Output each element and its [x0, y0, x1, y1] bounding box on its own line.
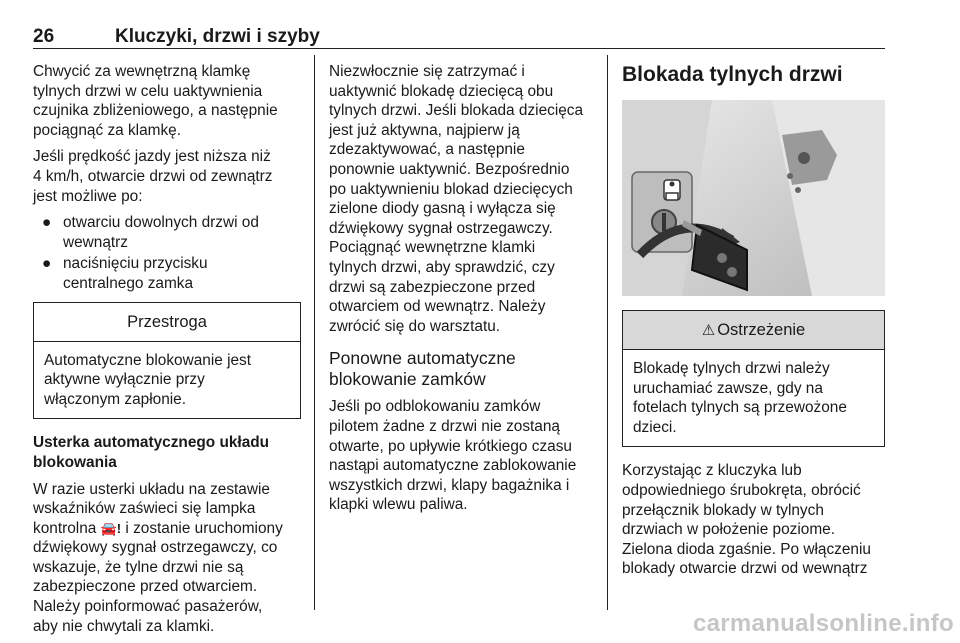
paragraph: Jeśli prędkość jazdy jest niższa niż 4 km/h, otwarcie drzwi od zewnątrz jest możliwe po:	[33, 148, 273, 205]
caution-text: Automatyczne blokowanie jest aktywne wyłącznie przy włączonym zapłonie.	[44, 351, 252, 408]
paragraph: Jeśli po odblokowaniu zamków pilotem żadne z drzwi nie zostaną otwarte, po upływie krótkiego czasu nastąpi automatyczne zablokowanie wszystkich drzwi, klapy bagażnika i klapki wlewu paliwa.	[329, 398, 577, 514]
column-1	[33, 62, 301, 643]
list-item: ● otwarciu dowolnych drzwi od wewnątrz	[42, 214, 259, 251]
door-open-indicator-icon: 🚘!	[100, 520, 122, 536]
child-lock-icon	[664, 180, 680, 200]
paragraph: Korzystając z kluczyka lub odpowiedniego śrubokręta, obrócić przełącznik blokady w tylnych drzwiach w położenie poziome. Zielona dioda zgaśnie. Po włączeniu blokady otwarcie drzwi od wewnątrz	[622, 462, 871, 578]
warning-icon: ⚠	[701, 322, 716, 339]
page-title: Kluczyki, drzwi i szyby	[115, 26, 320, 47]
warning-text: Blokadę tylnych drzwi należy uruchamiać zawsze, gdy na fotelach tylnych są przewożone dzieci.	[633, 360, 847, 436]
column-divider-2	[607, 55, 608, 610]
bullet-icon: ●	[42, 255, 52, 273]
section-heading: Ponowne automatyczne blokowanie zamków	[329, 348, 516, 390]
paragraph: Chwycić za wewnętrzną klamkę tylnych drzwi w celu uaktywnienia czujnika zbliżeniowego, a następnie pociągnąć za klamkę.	[33, 63, 278, 139]
bullet-list	[33, 213, 301, 293]
warning-title: ⚠ Ostrzeżenie	[623, 311, 884, 350]
watermark: carmanualsonline.info	[692, 610, 954, 637]
list-item: ● naciśnięciu przycisku centralnego zamka	[42, 255, 208, 292]
caution-box	[33, 302, 301, 420]
caution-title: Przestroga	[34, 303, 300, 342]
warning-box	[622, 310, 885, 447]
column-3	[622, 62, 885, 586]
column-divider-1	[314, 55, 315, 610]
section-heading: Blokada tylnych drzwi	[622, 63, 843, 86]
column-2	[329, 62, 597, 522]
subheading: Usterka automatycznego układu blokowania	[33, 434, 270, 471]
paragraph: Niezwłocznie się zatrzymać i uaktywnić blokadę dziecięcą obu tylnych drzwi. Jeśli blokada dziecięca jest już aktywna, najpierw ją zdezaktywować, a następnie ponownie uaktywnić. Bezpośrednio po uaktywnieniu blokad dziecięcych zielone diody gasną i wyłącza się dźwiękowy sygnał ostrzegawczy. Pociągnąć wewnętrzne klamki tylnych drzwi, aby sprawdzić, czy drzwi są zabezpieczone przed otwarciem od wewnątrz. Należy zwrócić się do warsztatu.	[329, 63, 584, 335]
child-lock-photo	[622, 100, 885, 296]
bullet-icon: ●	[42, 214, 52, 232]
page-number: 26	[33, 26, 55, 47]
page-header	[33, 26, 885, 49]
paragraph: W razie usterki układu na zestawie wskaźników zaświeci się lampka kontrolna 🚘! i zostanie uruchomiony dźwiękowy sygnał ostrzegawczy, co wskazuje, że tylne drzwi nie są zabezpieczone przed otwarciem. Należy poinformować pasażerów, aby nie chwytali za klamki.	[33, 480, 283, 635]
